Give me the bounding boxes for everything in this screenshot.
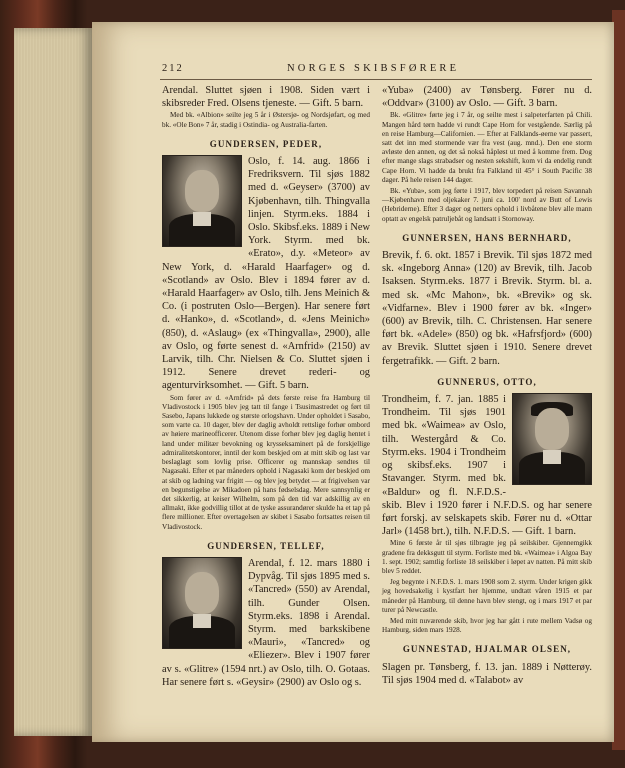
portrait-photo: [162, 155, 242, 247]
portrait-photo: [162, 557, 242, 649]
entry-text: Slagen pr. Tønsberg, f. 13. jan. 1889 i Nøtterøy. Til sjøs 1904 med d. «Talabot» av: [382, 661, 592, 686]
entry-note: Bk. «Yuba», som jeg førte i 1917, blev torpedert på reisen Savannah—Kjøbenhavn med oljekaker 7. juni ca. 100' nord av Butt of Lewis (Hebriderne). Efter 3 dager og netters ophold i livbåtene blev alle mann optatt av engelsk patruljebåt og landsatt i Stornoway.: [382, 187, 592, 223]
entry-text: Trondheim, f. 7. jan. 1885 i Trondheim. Til sjøs 1901 med bk. «Waimea» av Oslo, tilh. Westergård & Co. Styrm.eks. 1904 i Trondheim og skibsf.eks. 1907 i Stavanger. Styrm. med bk. «Baldur» og fl. N.F.D.S.-skib. Blev i 1920 fører i N.F.D.S. og har senere ført forskj. av selskapets skib. Fører nu d. «Ottar Jarl» (1458 brt.), tilh. N.F.D.S. — Gift. 1 barn.: [382, 394, 592, 538]
entry-note: Som fører av d. «Arnfrid» på dets første reise fra Hamburg til Vladivostock i 1905 blev jeg tatt til fange i Tsusimastredet og ført til Sasebo, Japans lukkede og største orlogshavn. Under opholdet i Sasabo, som varte ca. 10 dager, blev der daglig avholdt rettslige forhør ombord av høiere marineofficerer. Utenom disse forhør blev jeg daglig hentet i land under militær bevokning og krysseksaminert på de forskjellige admiralitetskontorer, inntil der kom beskjed om at mitt skib og last var beslaglagt som lovlig prise. Officerer og mannskap sendtes til Nagasaki. Efter et par måneders ophold i Nagasaki kom der beskjed om at skib og ladning var frigitt — og blev jeg betydet — at frigivelsen var en begunstigelse av Mikadoen på hans fødselsdag. Mere sannsynlig er det sikkerlig, at keiser Wilhelm, som på den tid var adskillig av en allmakt, ikke godvillig tillot at de tyske assurandører skulde ha et tap på flere millioner. Efter overtagelsen av skibet i Sasabo fortsattes reisen til Vladivostock.: [162, 393, 370, 531]
entry-note: Med mitt nuværende skib, hvor jeg har gått i rute mellem Vadsø og Hamburg, siden mars 1928.: [382, 616, 592, 635]
entry-text: Brevik, f. 6. okt. 1857 i Brevik. Til sjøs 1872 med sk. «Ingeborg Anna» (120) av Brevik, tilh. Jacob Isaksen. Styrm.eks. 1877 i Brevik. Styrm. bl. a. med sk. «Mc Mahon», bk. «Brevik» og sk. «Vidfarne». Blev i 1900 fører av bk. «Inger» (600) av Brevik, tilh. C. Christensen. Har senere ført bk. «Adele» (850) og bk. «Hafrsfjord» (600) av Brevik. Sluttet sjøen i 1910. Senere drevet fergetrafikk. — Gift. 2 barn.: [382, 250, 592, 367]
running-head: [162, 63, 592, 77]
entry-heading: GUNDERSEN, TELLEF,: [207, 540, 325, 551]
entry-note: Med bk. «Albion» seilte jeg 5 år i Østersjø- og Nordsjøfart, og med bk. «Ole Bon» 7 år, stadig i Ostindia- og Australia-farten.: [162, 111, 370, 129]
entry-heading: GUNNERUS, OTTO,: [437, 376, 537, 387]
running-title: NORGES SKIBSFØRERE: [287, 63, 460, 74]
page-stack-edge: [14, 28, 92, 736]
entry-heading: GUNDERSEN, PEDER,: [209, 138, 323, 149]
entry-note: Bk. «Glitre» førte jeg i 7 år, og seilte mest i salpeterfarten på Chili. Mangen hård tørn hadde vi rundt Cape Horn for vestgående. Særlig på en reise Hamburg—Californien. — Efter at Falklands-øerne var passert, satt det inn med stormende vær fra vest (aug. mnd.). Den ene storm avløste den annen, og det så nokså håpløst ut med å komme frem. Dog efter mange slags strabadser og nesten sekshift, kom vi da endelig rundt Cape Horn. Vi hadde da brukt fra Falkland til 45° i South Pacific 38 dager. På hele reisen 144 dager.: [382, 111, 592, 184]
portrait-photo: [512, 393, 592, 485]
entry-note: Jeg begynte i N.F.D.S. 1. mars 1908 som 2. styrm. Under krigen gikk jeg hovedsakelig i kystfart her hjemme, undtatt våren 1915 et par måneder på Hamburg, til denne havn blev stengt, og i mars 1917 et par turer på Newcastle.: [382, 578, 592, 614]
entry-continuation: Arendal. Sluttet sjøen i 1908. Siden vært i skibsreder Fred. Olsens tjeneste. — Gift. 5 barn.: [162, 85, 370, 110]
left-column: [162, 84, 370, 689]
entry-heading: GUNNERSEN, HANS BERNHARD,: [402, 232, 572, 243]
entry-note: Mine 6 første år til sjøs tilbragte jeg på seilskiber. Gjennemgikk gradene fra dekksgutt til styrm. Forliste med bk. «Waimea» i Algoa Bay 1. sept. 1902; samtlig forliste 18 seilskiber i løpet av natten. På mitt skib blev 5 reddet.: [382, 539, 592, 575]
header-rule: [160, 79, 592, 80]
page-number: 212: [162, 63, 184, 74]
entry-heading: GUNNESTAD, HJALMAR OLSEN,: [402, 644, 572, 655]
entry-continuation: «Yuba» (2400) av Tønsberg. Fører nu d. «Oddvar» (3100) av Oslo. — Gift. 3 barn.: [382, 85, 592, 110]
entry-text: Arendal, f. 12. mars 1880 i Dypvåg. Til sjøs 1895 med s. «Tancred» (550) av Arendal, tilh. Gunder Olsen. Styrm.eks. 1898 i Arendal. Styrm. med barkskibene «Mauri», «Tancred» og «Eliezer». Blev i 1907 fører av s. «Glitre» (1594 nrt.) av Oslo, tilh. O. Gotaas. Har senere ført s. «Geysir» (2900) av Oslo og s.: [162, 557, 370, 688]
right-column: [382, 84, 592, 687]
entry-text: Oslo, f. 14. aug. 1866 i Fredriksvern. Til sjøs 1882 med d. «Geyser» (3700) av Kjøbenhavn, tilh. Thingvalla linjen. Styrm.eks. 1884 i Oslo. Skibsf.eks. 1889 i New York. Styrm. med bk. «Erato», d.y. «Meteor» av New York, d. «Harald Haarfager» og d. «Scotland» av Oslo. Blev i 1894 fører av d. «Harald Haarfager» av Oslo, tilh. Jens Meinich & Co. (i postruten Oslo—Bergen). Har senere ført d. «Hanko», d. «Scotland», d. «Jens Meinich» (850), d. «Aslaug» (ex «Thingvalla», 2900), alle av Oslo, og førte senest d. «Arnfrid» (2150) av Larvik, tilh. Chr. Nielsen & Co. Sluttet sjøen i 1912. Senere drevet rederi- og agenturvirksomhet. — Gift. 5 barn.: [162, 156, 370, 392]
